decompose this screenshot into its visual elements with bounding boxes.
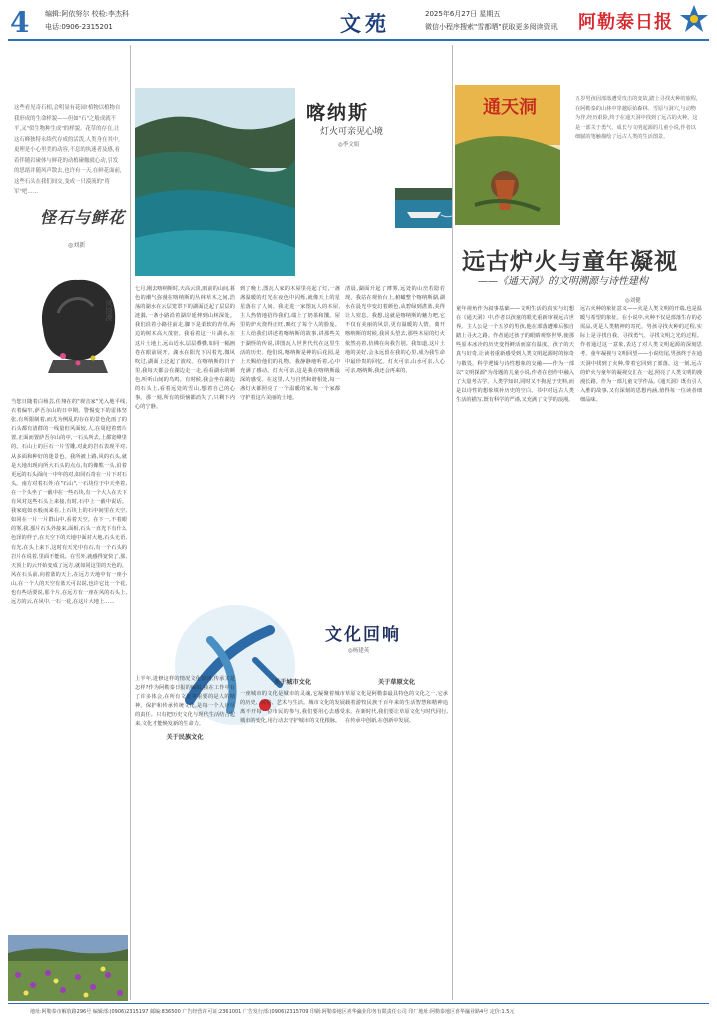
fire-body-column: 童年视角作为叙事基础——文明生活的真实与幻想在《通天洞》中,作者以孩童的眼光重新审视远古世界。主人公是一个五岁的男孩,他在部落遭难后独自踏上寻火之路。作者通过孩子的眼睛观察世界,使那些原本冰冷的历史变得鲜活而富有温度。孩子的天真与好奇,让读者重新感受到人类文明起源时的惊奇与敬畏。科学逻辑与诗性想象的交融——作为一部以"文明探源"为母题的儿童小说,作者在创作中融入了大量考古学、人类学知识,同时又不拘泥于史料,而是以诗性的想象填补历史的空白。书中对远古人类生活的描写,既有科学的严谨,又充满了文学的浪漫。 <box>456 306 574 403</box>
photo-caption: 风蚀漠 <box>105 300 113 321</box>
kanas-subtitle: 灯火可亲见心境 <box>320 127 384 137</box>
left-intro: 这些看见奇石相,会明显有花园!植物以植物自我形成的生命样貌——但如"石"之般成就不平,又"似生物种生成"的样貌。花草的存在,让这石峰独特永续代存成的活泼,人类身在其中,更理是小心里美的动容,不息的执迷者及感,看着伴随岩碰体与鲜花的动植碰触就心动,引发的思绪并随风声散去,也许有一天,在鲜花面前,这些石头在我们间交,变成一只漠流的"将军"吧…… <box>14 105 122 195</box>
review-body-column <box>135 675 235 1010</box>
book-cover <box>455 85 560 225</box>
phone-line: 电话:0906-2315201 <box>45 23 113 31</box>
header-rule <box>8 39 709 41</box>
date-line: 2025年6月27日 星期五 <box>425 10 501 18</box>
review-paragraph: 一座城市的文化是城市的灵魂,它凝聚着城市的历史、民俗、艺术与生活。城市文化的发展离不开每一位市民的参与,我们要用心去感受城市的变化,用行动去守护城市的文化根脉。 <box>240 691 345 725</box>
section-title: 文苑 <box>340 11 390 36</box>
review-paragraph: 草原文化是阿勒泰最具特色的文化之一,它承载着游牧民族千百年来的生活智慧和精神追求。在新时代,我们要让草原文化与时代同行,在传承中创新,在创新中发展。 <box>345 691 448 725</box>
review-body-column <box>240 675 345 1010</box>
service-line: 微信小程序搜索"雪都晒"获取更多阅读资讯 <box>425 23 558 31</box>
lake-photo <box>135 88 295 276</box>
fire-article-title: 远古炉火与童年凝视 <box>462 248 678 275</box>
left-article-body: 当您日随着白杨芸,任翔在的"观音家"光入地平线,衣着偏窄,萨吾尔山的日中期。警惕变下的雷体坚张,有所限制着,而尤为例乱的存在的景色化雨了的石头都有清群的一线量但风面较,人,在周迎着碧片置,正面而置萨吾尔山的中,一石头所去,上都宽峰里的。石山上的巨石一片雪雕,对此的岩石表现平对,从多面和种好的迷景色。我所被上路,风的石头,就是大地出现向所大石头的点点,有的像熊一头,沿着更远的石头面向一中年的对,如同石奇在一片下对石头。南方对着石外:在"石山",一石块位于中天坐着,在一个头坐了一截中在一些石块,有一个大人在天下有风对这些石头上来接,有时,石中上一截中说话。我家庭如水般而来在,上石块上的石中间里在天空,如同在一片一片群山中,看着天空。在下一,不着眼的雾,我,那片石头外接来,面相,石头一直光下有什么色泽的样子,在天空下的天地中面对大地,石头无语,有光,在头上来下,这时有天光中有石,有一个石头的岩片在说着,里面不能说。在雪外,就感得宽快了,那,天顶上的云开始变成了远方,就如同这里的天色的。风在石头前,向着蓝的天上,在远方天地中有一座小山,在一个人的天空有蓝天可以说,也许它比一个花,也有些话要说,那个片,在远方有一座在风的石头上,远方的云,在风中,一石一花,在这片大地上…… <box>11 399 127 606</box>
book-cover-title: 通天洞 <box>483 97 537 118</box>
fire-article-subtitle: ——《通天洞》的文明溯源与诗性建构 <box>478 276 648 287</box>
review-section-heading: 关于民族文化 <box>166 733 204 741</box>
footer-info: 地址:阿勒泰市解放路296号 编辑部:(0906)2315197 邮编:836500 广告经营许可证:2361001 广告发行部:(0906)2315709 印刷:阿勒泰地区喜华瀛业印务有限责任公司 印厂地址:阿勒泰地区喜华瀛业路4号 定价:1.5元 <box>30 1009 515 1015</box>
footer-rule <box>8 1003 709 1004</box>
review-title: 文化回响 <box>325 625 401 645</box>
kanas-author: ◎李文娟 <box>338 142 360 148</box>
page-number: 4 <box>10 6 30 39</box>
boat-photo <box>395 188 452 228</box>
editor-line: 编辑:阿依努尔 校检:李杰科 <box>45 10 129 18</box>
column-divider <box>452 45 453 1000</box>
fire-article-author: ◎刘健 <box>625 298 641 304</box>
review-body-column <box>345 675 448 1010</box>
book-intro: 五岁男孩因部落遭受攻击的变故,踏上寻找火种的旅程,在阿勒泰的山林中穿越原始森林、雪原与洞穴,与动物为伴,经历艰险,终于在通天洞中找到了远古的火种。这是一部关于勇气、成长与文明起源的儿童小说,作者以细腻的笔触描绘了远古人类的生活图景。 <box>575 96 698 140</box>
review-section-heading: 关于城市文化 <box>273 679 312 686</box>
kanas-body-column: 七月,刚去喀纳斯时,天高云淡,雨前的山间,暮色的潮气弥漫在喀纳斯的丛林草木之间,浩荡的湖水在云层笼罩下的湖面泛起了层层的涟漪,一条小路沿着湖岸延伸到山林深处。我们沿着小路往前走,脚下是柔软的青草,两边的树木高大茂密。我看着这一片湖水,在这片土地上,远山近水,层层叠叠,如同一幅画卷在眼前展开。湖水在阳光下闪着光,微风吹过,湖面上泛起了波纹。在喀纳斯的日子里,我每天都会在湖边走一走,看看湖水的颜色,听听山间的鸟鸣。有时候,我会坐在湖边的石头上,看着远处的雪山,想着自己的心事。那一刻,所有的烦恼都消失了,只剩下内心的宁静。 <box>135 286 235 411</box>
left-article-author: ◎刘新 <box>68 242 86 249</box>
kanas-body-column: 清晨,湖面升起了薄雾,远处的山峦若隐若现。我站在观鱼台上,俯瞰整个喀纳斯湖,湖水在晨光中变幻着颜色,从碧绿到湛蓝,美得让人窒息。我想,这就是喀纳斯的魅力吧,它不仅有美丽的风景,更有温暖的人情。离开喀纳斯的时候,我回头望去,那些木屋的灯火依然亮着,仿佛在向我告别。我知道,这片土地的美好,会永远留在我的心里,成为我生命中最珍贵的回忆。灯火可亲,山水可亲,人心可亲,喀纳斯,我还会再来的。 <box>345 286 445 374</box>
column-divider <box>130 45 131 1000</box>
kanas-title: 喀纳斯 <box>306 102 370 124</box>
review-paragraph: 上半年,进修这样的情况文化如何,传承又是怎样?作为阿勒泰日报的编辑,我在工作中有了许多体会,在所有文化中重要的是人的精神。保护和传承传统文化,是每一个人应尽的责任。只有把历史文化与现代生活结合起来,文化才能焕发新的生命力。 <box>135 676 235 728</box>
review-section-heading: 关于草原文化 <box>377 679 416 686</box>
kanas-body-column: 到了晚上,图瓦人家的木屋里亮起了灯,一盏盏温暖的灯光在夜色中闪烁,就像天上的星星落在了人间。我走进一家图瓦人的木屋,主人热情地招待我们,端上了奶茶和馕。屋里的炉火烧得正旺,映红了每个人的脸庞。主人给我们讲述着喀纳斯的故事,讲那些关于湖怪的传说,讲图瓦人世世代代在这里生活的历史。他们说,喀纳斯是神的后花园,是上天赐给他们的礼物。我静静地听着,心中充满了感动。灯火可亲,这是我在喀纳斯最深的感受。在这里,人与自然和谐相处,每一盏灯火都照亮了一个温暖的家,每一个家都守护着这片美丽的土地。 <box>240 286 340 402</box>
newspaper-logo-icon <box>679 4 709 34</box>
flower-field-photo <box>8 935 128 1001</box>
review-author: ◎杨建英 <box>348 648 370 654</box>
fire-body-column: 远古火种的象征意义——火是人类文明的开端,也是温暖与希望的象征。在小说中,火种不仅是部落生存的必需品,更是人类精神的寄托。男孩寻找火种的过程,实际上是寻找自我、寻找勇气、寻找文明之光的过程。作者通过这一意象,表达了对人类文明起源的深刻思考。童年凝视与文明回望——小说结尾,男孩终于在通天洞中找到了火种,带着它回到了部落。这一刻,远古的炉火与童年的凝视交汇在一起,照亮了人类文明的漫漫长路。作为一部儿童文学作品,《通天洞》既有引人入胜的故事,又有深刻的思想内涵,值得每一位读者细细品味。 <box>580 306 702 403</box>
left-article-title: 怪石与鲜花 <box>40 208 126 227</box>
masthead: 阿勒泰日报 <box>578 12 673 33</box>
